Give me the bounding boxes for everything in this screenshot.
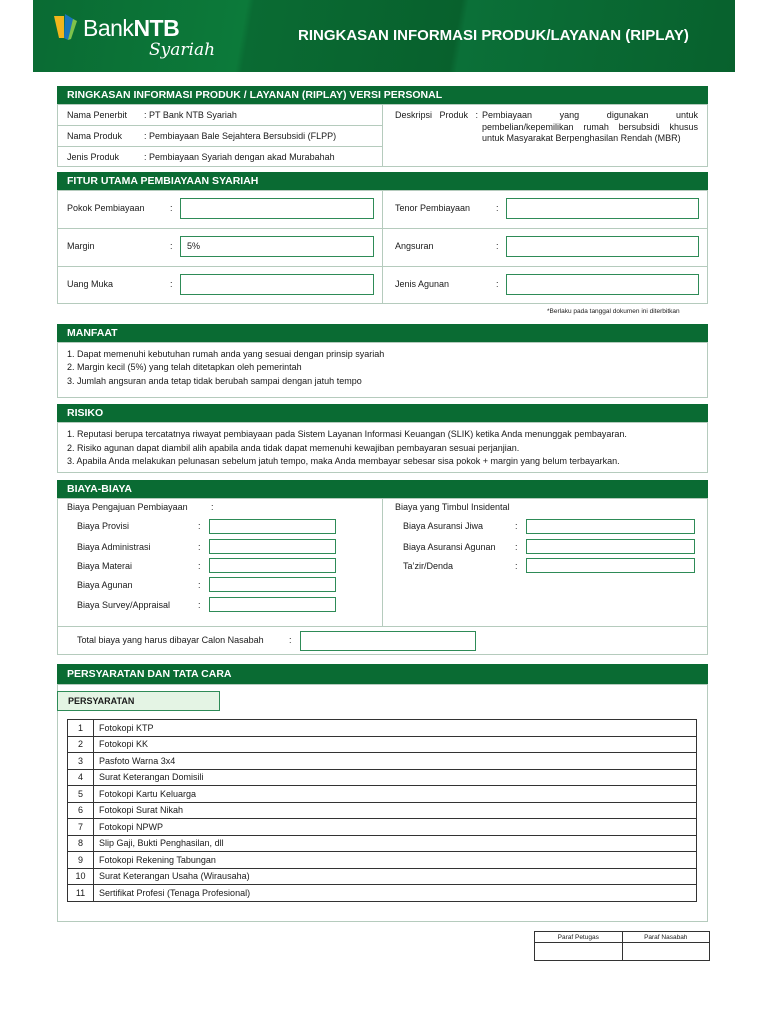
manfaat-item: 2. Margin kecil (5%) yang telah ditetapkan oleh pemerintah: [67, 362, 302, 372]
total-biaya-label: Total biaya yang harus dibayar Calon Nasabah: [77, 635, 264, 645]
uang-muka-field[interactable]: [180, 274, 374, 295]
margin-field[interactable]: 5%: [180, 236, 374, 257]
logo-wordmark: [83, 16, 179, 40]
jenis-agunan-field[interactable]: [506, 274, 699, 295]
info-section-header: RINGKASAN INFORMASI PRODUK / LAYANAN (RIPLAY) VERSI PERSONAL: [57, 86, 708, 104]
biaya-section-header: BIAYA-BIAYA: [57, 480, 708, 498]
biaya-survey-field[interactable]: [209, 597, 336, 612]
risiko-item: 3. Apabila Anda melakukan pelunasan sebelum jatuh tempo, maka Anda membayar sebesar sisa pokok + margin yang belum terbayarkan.: [67, 456, 620, 466]
manfaat-item: 1. Dapat memenuhi kebutuhan rumah anda yang sesuai dengan prinsip syariah: [67, 349, 385, 359]
manfaat-item: 3. Jumlah angsuran anda tetap tidak berubah sampai dengan jatuh tempo: [67, 376, 362, 386]
risiko-item: 2. Risiko agunan dapat diambil alih apabila anda tidak dapat memenuhi kewajiban pembayaran sesuai perjanjian.: [67, 443, 520, 453]
risiko-section-header: RISIKO: [57, 404, 708, 422]
angsuran-field[interactable]: [506, 236, 699, 257]
biaya-materai-label: Biaya Materai: [77, 561, 133, 571]
biaya-right-title: Biaya yang Timbul Insidental: [395, 502, 510, 512]
fitur-label-margin: Margin: [67, 241, 95, 251]
desc-text: Pembiayaan yang digunakan untuk pembelian/kepemilikan rumah bersubsidi khusus untuk Masyarakat Berpenghasilan Rendah (MBR): [482, 110, 698, 143]
table-row: 10 Surat Keterangan Usaha (Wirausaha): [68, 868, 697, 885]
bank-ntb-logo-icon: [51, 12, 81, 42]
page-title: RINGKASAN INFORMASI PRODUK/LAYANAN (RIPLAY): [298, 27, 689, 44]
risiko-item: 1. Reputasi berupa tercatatnya riwayat pembiayaan pada Sistem Layanan Informasi Keuangan (SLIK) ketika Anda menunggak pembayaran.: [67, 429, 627, 439]
biaya-administrasi-field[interactable]: [209, 539, 336, 554]
biaya-materai-field[interactable]: [209, 558, 336, 573]
logo-ntb-text: NTB: [133, 15, 180, 41]
biaya-asuransi-jiwa-field[interactable]: [526, 519, 695, 534]
table-row: 1 Fotokopi KTP: [68, 720, 697, 737]
info-value-produk: : Pembiayaan Bale Sejahtera Bersubsidi (FLPP): [144, 131, 337, 141]
paraf-petugas-box[interactable]: [535, 943, 623, 961]
persyaratan-table: [67, 719, 697, 902]
table-row: 2 Fotokopi KK: [68, 736, 697, 753]
info-label-penerbit: Nama Penerbit: [67, 110, 128, 120]
manfaat-section-header: MANFAAT: [57, 324, 708, 342]
table-row: 6 Fotokopi Surat Nikah: [68, 802, 697, 819]
fitur-label-pokok: Pokok Pembiayaan: [67, 203, 145, 213]
info-label-produk: Nama Produk: [67, 131, 123, 141]
info-label-jenis: Jenis Produk: [67, 152, 120, 162]
paraf-nasabah-label: Paraf Nasabah: [622, 932, 710, 943]
signature-table: [534, 931, 710, 961]
biaya-asuransi-jiwa-label: Biaya Asuransi Jiwa: [403, 521, 484, 531]
fitur-label-angsuran: Angsuran: [395, 241, 434, 251]
tazir-denda-field[interactable]: [526, 558, 695, 573]
table-row: 11 Sertifikat Profesi (Tenaga Profesional): [68, 885, 697, 902]
fitur-section-header: FITUR UTAMA PEMBIAYAAN SYARIAH: [57, 172, 708, 190]
table-row: 9 Fotokopi Rekening Tabungan: [68, 852, 697, 869]
table-row: 8 Slip Gaji, Bukti Penghasilan, dll: [68, 835, 697, 852]
logo-bank-text: Bank: [83, 15, 134, 41]
tazir-denda-label: Ta’zir/Denda: [403, 561, 454, 571]
biaya-agunan-label: Biaya Agunan: [77, 580, 133, 590]
biaya-left-title: Biaya Pengajuan Pembiayaan: [67, 502, 188, 512]
desc-label: Deskripsi Produk :: [395, 110, 479, 120]
paraf-petugas-label: Paraf Petugas: [535, 932, 623, 943]
tenor-pembiayaan-field[interactable]: [506, 198, 699, 219]
info-value-penerbit: : PT Bank NTB Syariah: [144, 110, 237, 120]
biaya-asuransi-agunan-field[interactable]: [526, 539, 695, 554]
fitur-label-tenor: Tenor Pembiayaan: [395, 203, 471, 213]
fitur-label-agunan: Jenis Agunan: [395, 279, 450, 289]
biaya-provisi-label: Biaya Provisi: [77, 521, 130, 531]
biaya-agunan-field[interactable]: [209, 577, 336, 592]
table-row: 3 Pasfoto Warna 3x4: [68, 753, 697, 770]
logo-syariah-text: Syariah: [149, 40, 216, 60]
persyaratan-subheader: PERSYARATAN: [57, 691, 220, 711]
biaya-survey-label: Biaya Survey/Appraisal: [77, 600, 171, 610]
table-row: 7 Fotokopi NPWP: [68, 819, 697, 836]
biaya-asuransi-agunan-label: Biaya Asuransi Agunan: [403, 542, 496, 552]
fitur-note: *Berlaku pada tanggal dokumen ini diterbitkan: [547, 308, 680, 315]
table-row: 5 Fotokopi Kartu Keluarga: [68, 786, 697, 803]
info-value-jenis: : Pembiayaan Syariah dengan akad Murabahah: [144, 152, 335, 162]
table-row: 4 Surat Keterangan Domisili: [68, 769, 697, 786]
fitur-label-uang-muka: Uang Muka: [67, 279, 114, 289]
biaya-provisi-field[interactable]: [209, 519, 336, 534]
pokok-pembiayaan-field[interactable]: [180, 198, 374, 219]
header-banner: [33, 0, 735, 72]
total-biaya-field[interactable]: [300, 631, 476, 651]
persyaratan-section-header: PERSYARATAN DAN TATA CARA: [57, 664, 708, 684]
biaya-administrasi-label: Biaya Administrasi: [77, 542, 151, 552]
paraf-nasabah-box[interactable]: [622, 943, 710, 961]
